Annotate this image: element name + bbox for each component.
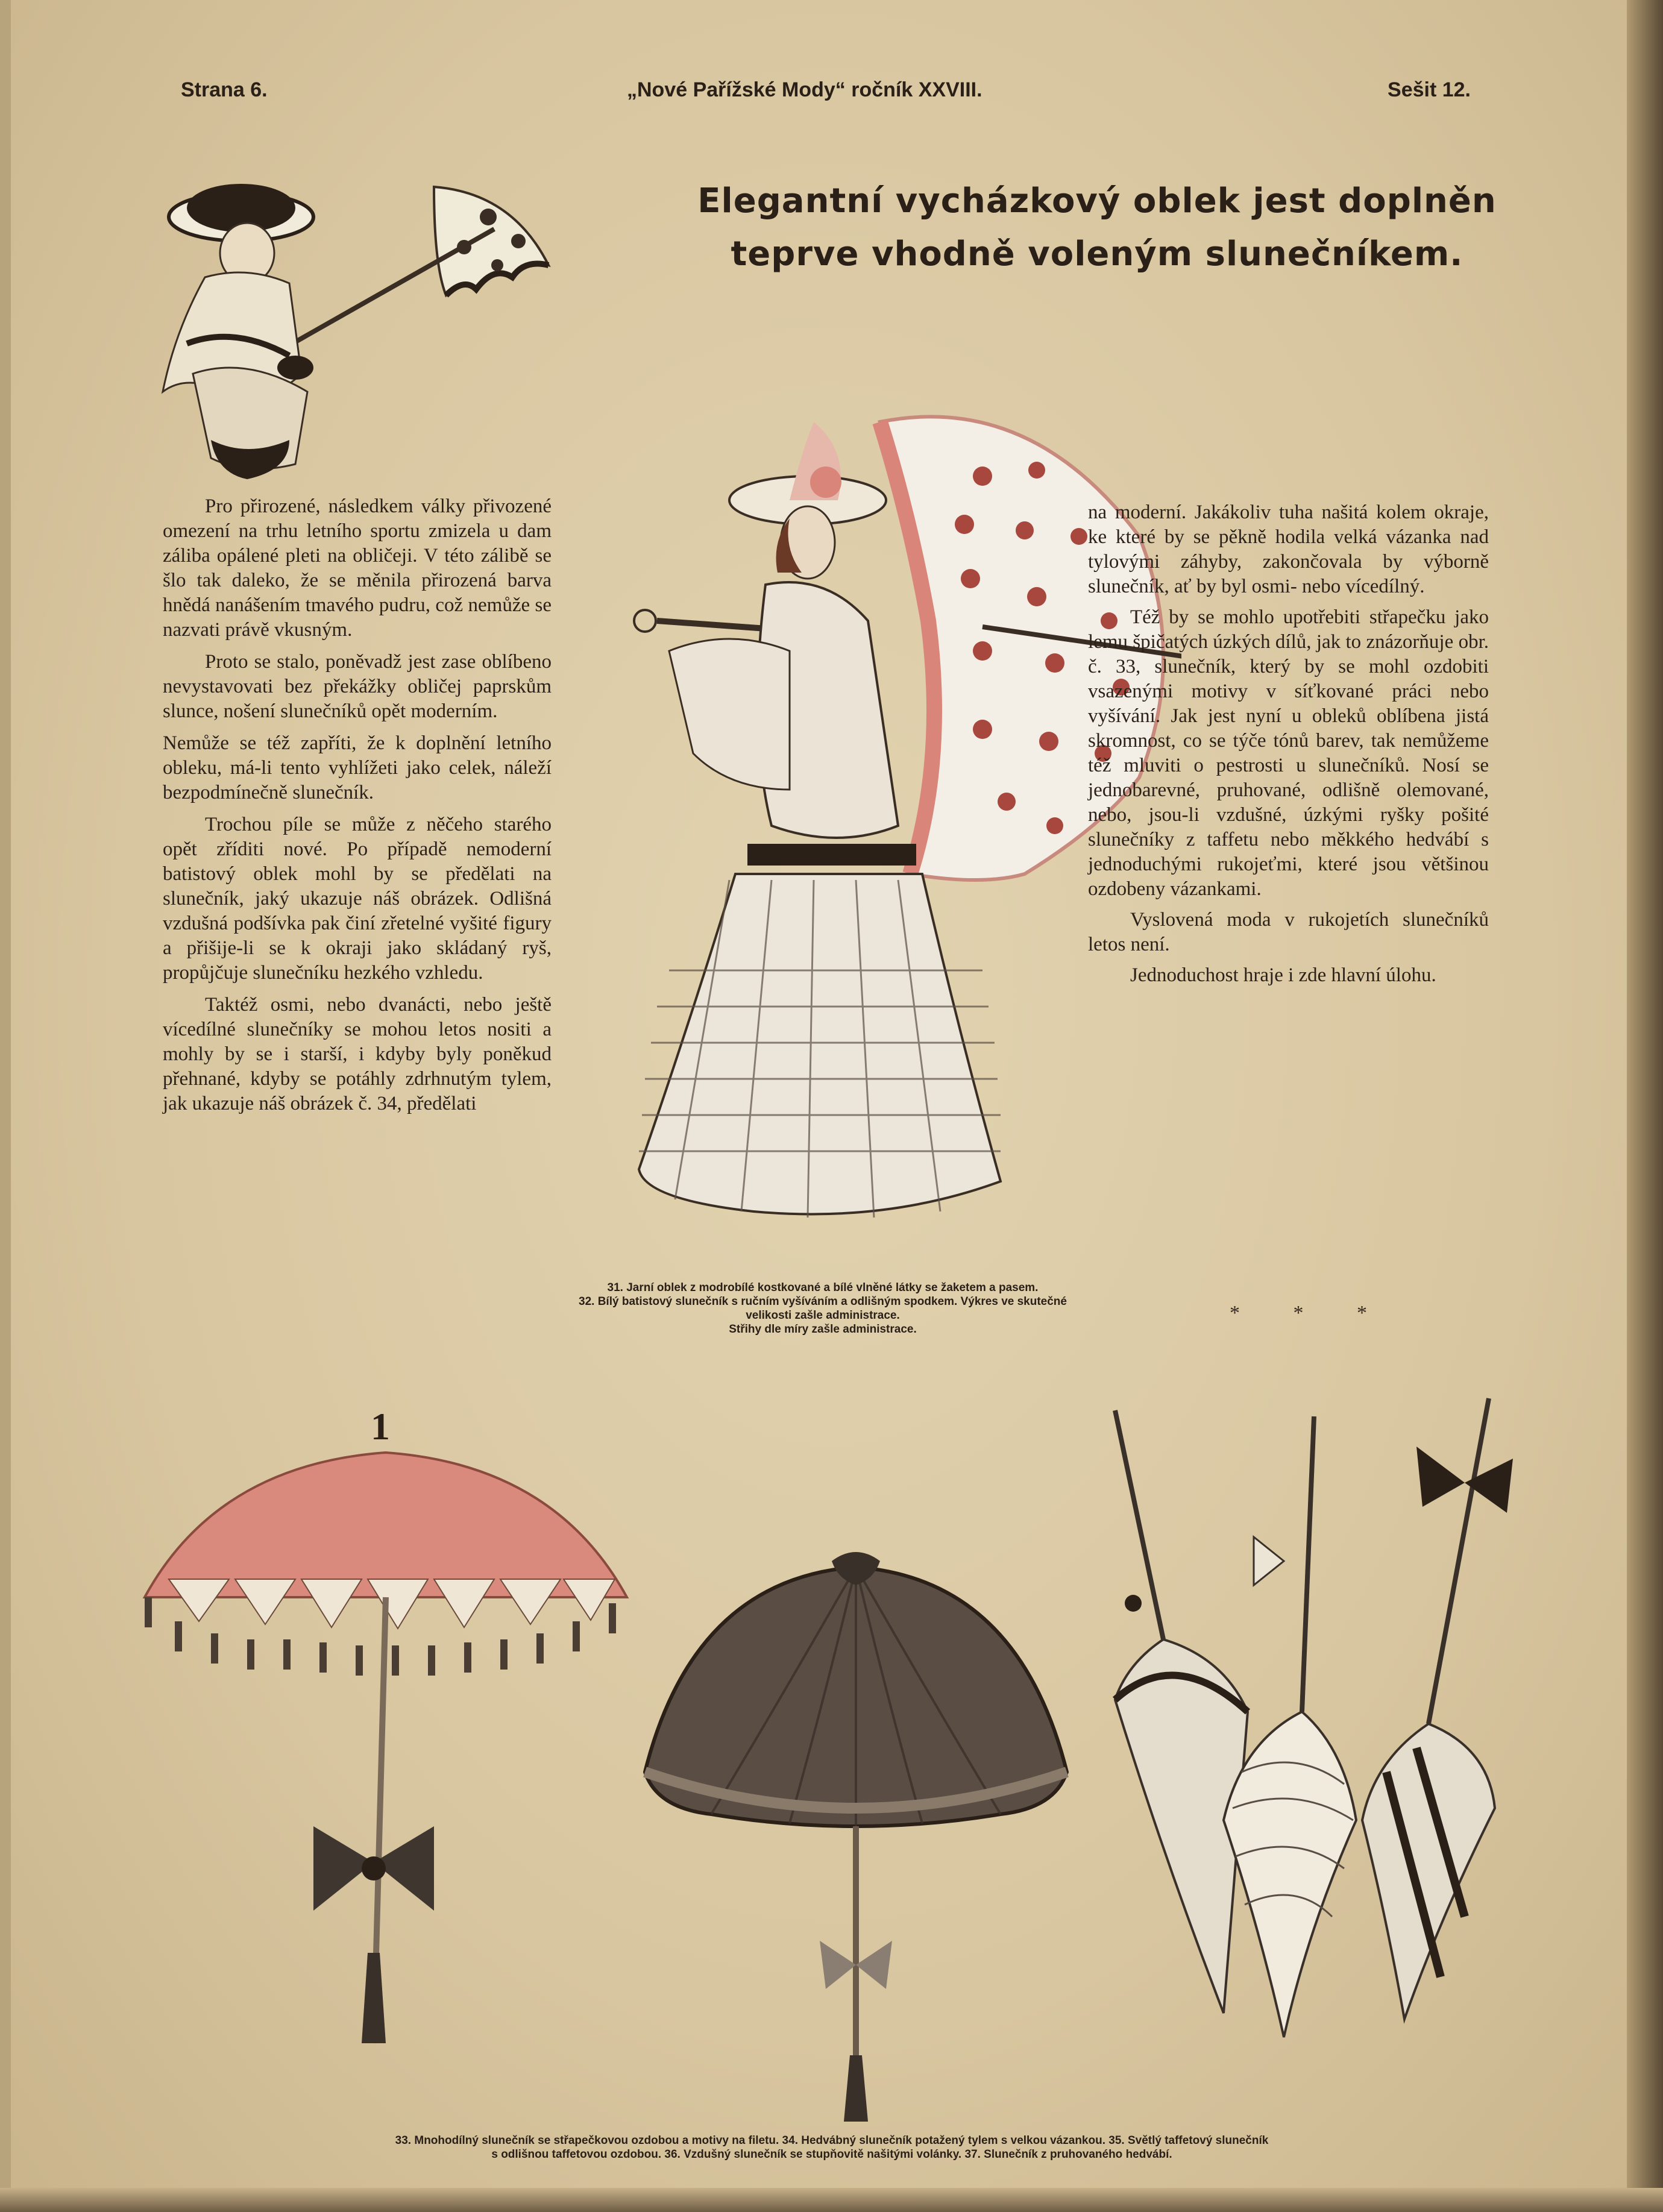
left-paragraph-4: Trochou píle se může z něčeho starého opět zříditi nové. Po případě nemoderní batistový oblek mohl by se předělati na slunečník, jaký ukazuje náš obrázek. Odlišná vzdušná podšívka pak činí zřetelné vyšité figury a přišije-li se k okraji jako skládaný ryš, propůjčuje slunečníku hezkého vzhledu. [163,814,552,984]
right-paragraph-3: Vyslovená moda v rukojetích slunečníků letos není. [1088,909,1489,955]
article-title-line-1: Elegantní vycházkový oblek jest doplněn [697,181,1497,221]
left-paragraph-2: Proto se stalo, poněvadž jest zase oblíbeno nevystavovati bez překážky obličej paprskům slunce, nošení slunečníků opět moderním. [163,651,552,722]
left-paragraph-5: Taktéž osmi, nebo dvanácti, nebo ještě vícedílné slunečníky se mohou letos nositi a mohly by se i starší, i kdyby byly poněkud přehnané, kdyby se potáhly zdrhnutým tylem, jak ukazuje náš obrázek č. 34, předělati [163,994,552,1114]
caption-line-strihy: Střihy dle míry zašle administrace. [729,1323,917,1336]
issue-number: Sešit 12. [1388,78,1471,101]
figure-number: 1 [371,1405,390,1448]
center-figure-caption [573,1281,1073,1336]
journal-title: „Nové Pařížské Mody“ ročník XXVIII. [627,78,982,101]
caption-line-31: 31. Jarní oblek z modrobílé kostkované a bílé vlněné látky se žaketem a pasem. [607,1281,1039,1294]
right-paragraph-1: na moderní. Jakákoliv tuha našitá kolem okraje, ke které by se pěkně hodila velká vázanka nad tylovými záhyby, zakončovala by výborně slunečník, ať by byl osmi- nebo vícedílný. [1088,501,1489,597]
bottom-caption-line-2: s odlišnou taffetovou ozdobou. 36. Vzdušný slunečník se stupňovitě našitými volánky. 37. Slunečník z pruhovaného hedvábí. [491,2148,1172,2161]
page-right-edge [1627,0,1663,2212]
page-left-edge [0,0,11,2212]
dark-tulle-parasol-illustration [633,1543,1079,2134]
caption-line-32: 32. Bílý batistový slunečník s ručním vyšíváním a odlišným spodkem. Výkres ve skutečné velikosti zašle administrace. [579,1295,1067,1322]
left-paragraph-3: Nemůže se též zapříti, že k doplnění letního obleku, má-li tento vyhlížeti jako celek, náleží bezpodmínečně slunečník. [163,732,552,803]
closed-parasols-illustration [1103,1386,1513,2049]
pink-tasseled-parasol-illustration [133,1441,639,2049]
section-divider-dots: * * * [1230,1302,1391,1324]
right-text-column [1088,500,1489,994]
bottom-caption-line-1: 33. Mnohodílný slunečník se střapečkovou ozdobou a motivy na filetu. 34. Hedvábný slunečník potažený tylem s velkou vázankou. 35. Světlý taffetový slunečník [395,2134,1269,2147]
page-bottom-edge [0,2188,1663,2212]
page-number: Strana 6. [181,78,268,101]
bottom-figures-caption [205,2134,1459,2161]
right-paragraph-2: Též by se mohlo upotřebiti střapečku jako lemu špičatých úzkých dílů, jak to znázorňuje obr. č. 33, slunečník, který by se mohl ozdobiti vsazenými motivy v síťkované práci nebo vyšívání. Jak jest nyní u obleků oblíbena jistá skromnost, co se týče tónů barev, tak nemůžeme též mluviti o pestrosti u slunečníků. Nosí se jednobarevné, pruhované, odlišně olemované, nebo, jsou-li vzdušné, úzkými ryšky pošité slunečníky z taffetu nebo měkkého hedvábí s jednoduchými rukojeťmi, které jsou většinou ozdobeny vázankami. [1088,606,1489,900]
article-title [693,175,1501,281]
page-header [181,78,1471,115]
right-paragraph-4: Jednoduchost hraje i zde hlavní úlohu. [1130,964,1436,986]
article-title-line-2: teprve vhodně voleným slunečníkem. [731,234,1463,274]
lady-with-parasol-illustration [151,175,561,482]
left-paragraph-1: Pro přirozené, následkem války přivozené omezení na trhu letního sportu zmizela u dam záliba opálené pleti na obličeji. V této zálibě se šlo tak daleko, že se měnila přirozená barva hnědá nanášením tmavého pudru, což nemůže se nazvati právě vkusným. [163,495,552,641]
left-text-column [163,494,552,1123]
